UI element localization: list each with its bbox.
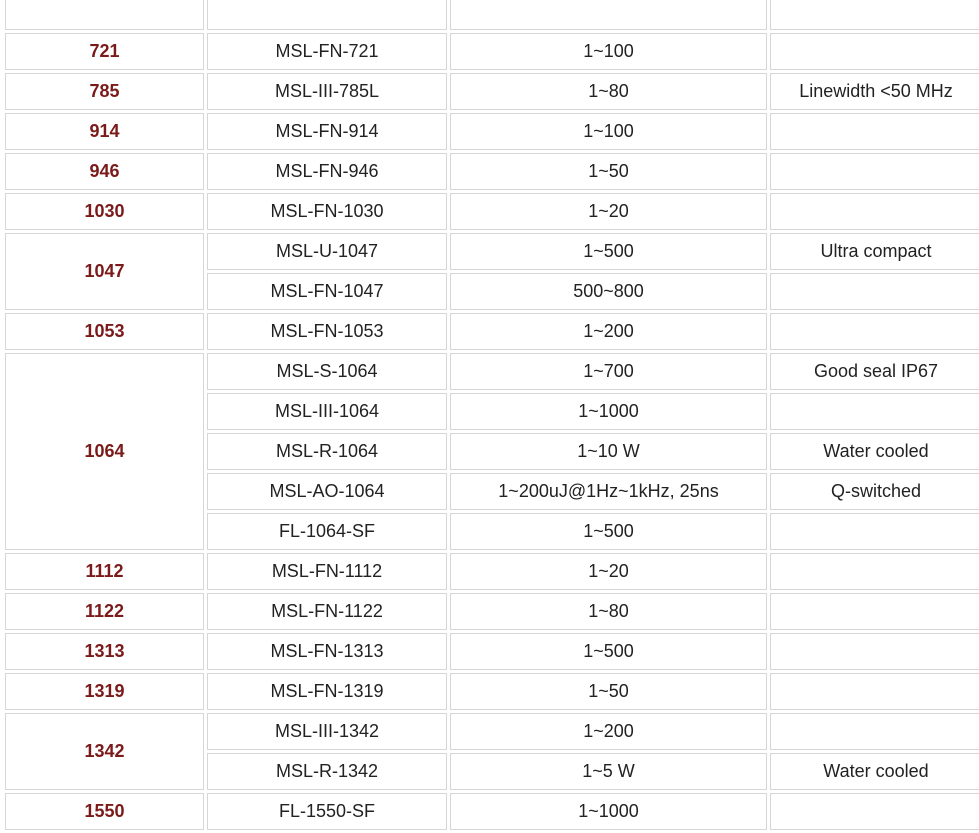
cell-power: 1~10 W — [450, 433, 767, 470]
cell-power: 1~1000 — [450, 793, 767, 830]
cell-power: 1~80 — [450, 73, 767, 110]
cell-note: Water cooled — [770, 753, 979, 790]
cell-model: MSL-U-1047 — [207, 233, 447, 270]
cell-model: MSL-III-1064 — [207, 393, 447, 430]
cell-model: MSL-FN-914 — [207, 113, 447, 150]
cell-power: 1~500 — [450, 233, 767, 270]
cell-note — [770, 553, 979, 590]
cell-power: 1~100 — [450, 33, 767, 70]
cell-power: 1~700 — [450, 353, 767, 390]
cell-wavelength: 946 — [5, 153, 204, 190]
laser-spec-table — [2, 0, 979, 833]
table-row — [5, 713, 979, 750]
cell-power: 1~100 — [450, 113, 767, 150]
cell-model: MSL-FN-1313 — [207, 633, 447, 670]
cell-model: MSL-FN-1047 — [207, 273, 447, 310]
cell-wavelength: 1319 — [5, 673, 204, 710]
cell-wavelength: 1313 — [5, 633, 204, 670]
cell-power: 1~200uJ@1Hz~1kHz, 25ns — [450, 473, 767, 510]
cell-note — [770, 713, 979, 750]
cell-model: MSL-R-1342 — [207, 753, 447, 790]
cell-wavelength: 1047 — [5, 233, 204, 310]
cell-note: Q-switched — [770, 473, 979, 510]
cell-note: Good seal IP67 — [770, 353, 979, 390]
cell-power: 1~200 — [450, 313, 767, 350]
cell-power: 1~5 W — [450, 753, 767, 790]
table-row — [5, 313, 979, 350]
table-row — [5, 33, 979, 70]
cell-wavelength: 1064 — [5, 353, 204, 550]
cell-note — [770, 673, 979, 710]
cell-power: 1~50 — [450, 673, 767, 710]
cell-wavelength: 1053 — [5, 313, 204, 350]
cell-model: FL-1064-SF — [207, 513, 447, 550]
cell-model: MSL-R-1064 — [207, 433, 447, 470]
table-row — [5, 353, 979, 390]
cell-note — [770, 313, 979, 350]
cell-note — [770, 153, 979, 190]
cell-wavelength: 1112 — [5, 553, 204, 590]
cell-power: 1~200 — [450, 713, 767, 750]
cell-model: FL-1550-SF — [207, 793, 447, 830]
table-row — [5, 593, 979, 630]
cell-note — [770, 273, 979, 310]
cell-wavelength: 1342 — [5, 713, 204, 790]
cell-power: 1~500 — [450, 513, 767, 550]
cell-wavelength: 1550 — [5, 793, 204, 830]
table-row — [5, 113, 979, 150]
cell-note — [770, 593, 979, 630]
cell-note — [770, 793, 979, 830]
cell-power — [450, 0, 767, 30]
table-row-top-partial — [5, 0, 979, 30]
cell-note: Linewidth <50 MHz — [770, 73, 979, 110]
cell-note: Water cooled — [770, 433, 979, 470]
cell-note — [770, 513, 979, 550]
cell-wavelength: 1122 — [5, 593, 204, 630]
table-row — [5, 793, 979, 830]
cell-note — [770, 0, 979, 30]
cell-model: MSL-FN-1319 — [207, 673, 447, 710]
cell-power: 1~1000 — [450, 393, 767, 430]
cell-wavelength: 785 — [5, 73, 204, 110]
cell-wavelength — [5, 0, 204, 30]
table-row — [5, 673, 979, 710]
table-row — [5, 633, 979, 670]
cell-power: 1~80 — [450, 593, 767, 630]
cell-model: MSL-FN-1112 — [207, 553, 447, 590]
cell-power: 1~20 — [450, 553, 767, 590]
cell-note — [770, 33, 979, 70]
cell-note: Ultra compact — [770, 233, 979, 270]
cell-model: MSL-III-1342 — [207, 713, 447, 750]
table-row — [5, 153, 979, 190]
cell-model: MSL-FN-721 — [207, 33, 447, 70]
cell-model: MSL-AO-1064 — [207, 473, 447, 510]
cell-note — [770, 393, 979, 430]
cell-power: 500~800 — [450, 273, 767, 310]
cell-wavelength: 721 — [5, 33, 204, 70]
table-row — [5, 553, 979, 590]
cell-model: MSL-FN-1053 — [207, 313, 447, 350]
cell-model: MSL-FN-1122 — [207, 593, 447, 630]
cell-note — [770, 633, 979, 670]
table-row — [5, 233, 979, 270]
cell-power: 1~50 — [450, 153, 767, 190]
table-row — [5, 193, 979, 230]
cell-note — [770, 113, 979, 150]
table-row — [5, 73, 979, 110]
cell-model — [207, 0, 447, 30]
cell-wavelength: 1030 — [5, 193, 204, 230]
cell-wavelength: 914 — [5, 113, 204, 150]
cell-power: 1~20 — [450, 193, 767, 230]
cell-model: MSL-III-785L — [207, 73, 447, 110]
cell-model: MSL-FN-946 — [207, 153, 447, 190]
cell-model: MSL-S-1064 — [207, 353, 447, 390]
cell-power: 1~500 — [450, 633, 767, 670]
cell-note — [770, 193, 979, 230]
cell-model: MSL-FN-1030 — [207, 193, 447, 230]
